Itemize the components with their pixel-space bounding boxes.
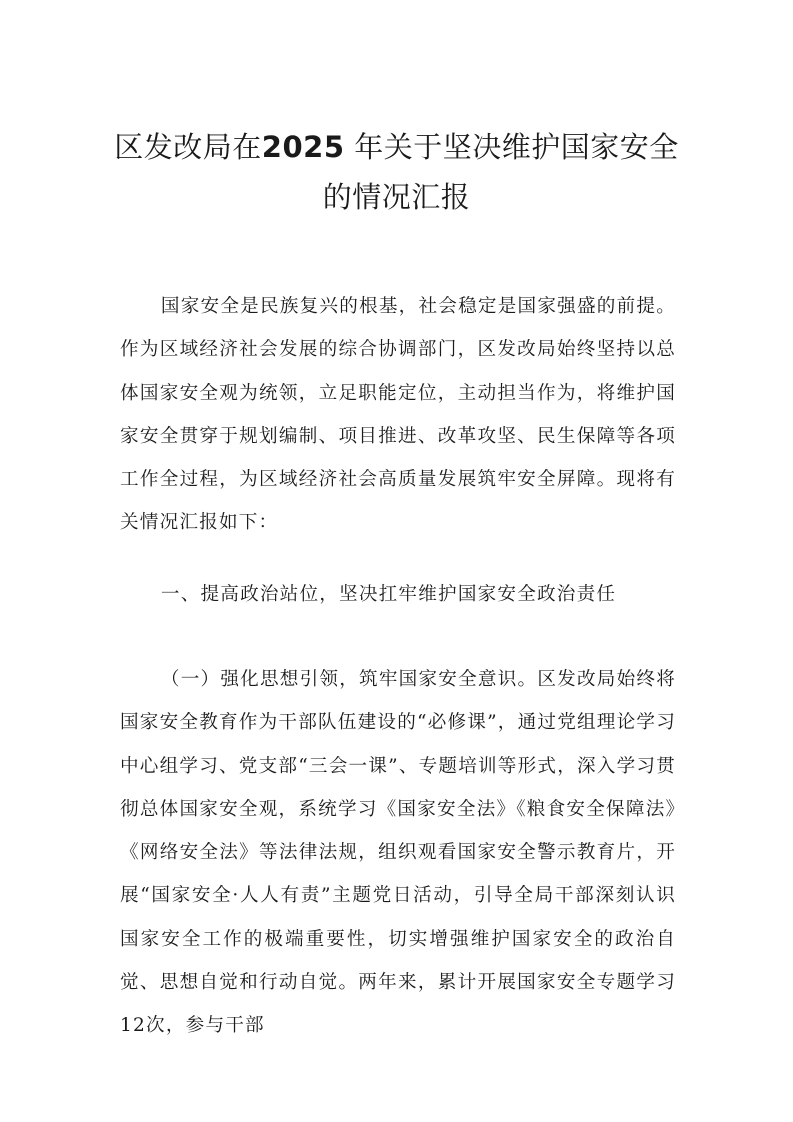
document-title [100, 122, 693, 222]
title-part-1: 区发改局在 [114, 130, 262, 164]
title-line-1 [114, 130, 678, 164]
title-part-2: 年关于坚决维护国家安全 [354, 130, 679, 164]
section-1-paragraph-1: （一）强化思想引领，筑牢国家安全意识。区发改局始终将国家安全教育作为干部队伍建设的“必修课”，通过党组理论学习中心组学习、党支部“三会一课”、专题培训等形式，深入学习贯彻总体国家安全观，系统学习《国家安全法》《粮食安全保障法》《网络安全法》等法律法规，组织观看国家安全警示教育片，开展“国家安全·人人有责”主题党日活动，引导全局干部深刻认识国家安全工作的极端重要性，切实增强维护国家安全的政治自觉、思想自觉和行动自觉。两年来，累计开展国家安全专题学习12次，参与干部 [120, 669, 676, 1037]
intro-paragraph: 国家安全是民族复兴的根基，社会稳定是国家强盛的前提。作为区域经济社会发展的综合协调部门，区发改局始终坚持以总体国家安全观为统领，立足职能定位，主动担当作为，将维护国家安全贯穿于规划编制、项目推进、改革攻坚、民生保障等各项工作全过程，为区域经济社会高质量发展筑牢安全屏障。现将有关情况汇报如下： [120, 296, 676, 534]
section-1-heading: 一、提高政治站位，坚决扛牢维护国家安全政治责任 [160, 584, 617, 605]
title-year: 2025 [261, 130, 345, 164]
title-line-2: 的情况汇报 [322, 180, 471, 214]
